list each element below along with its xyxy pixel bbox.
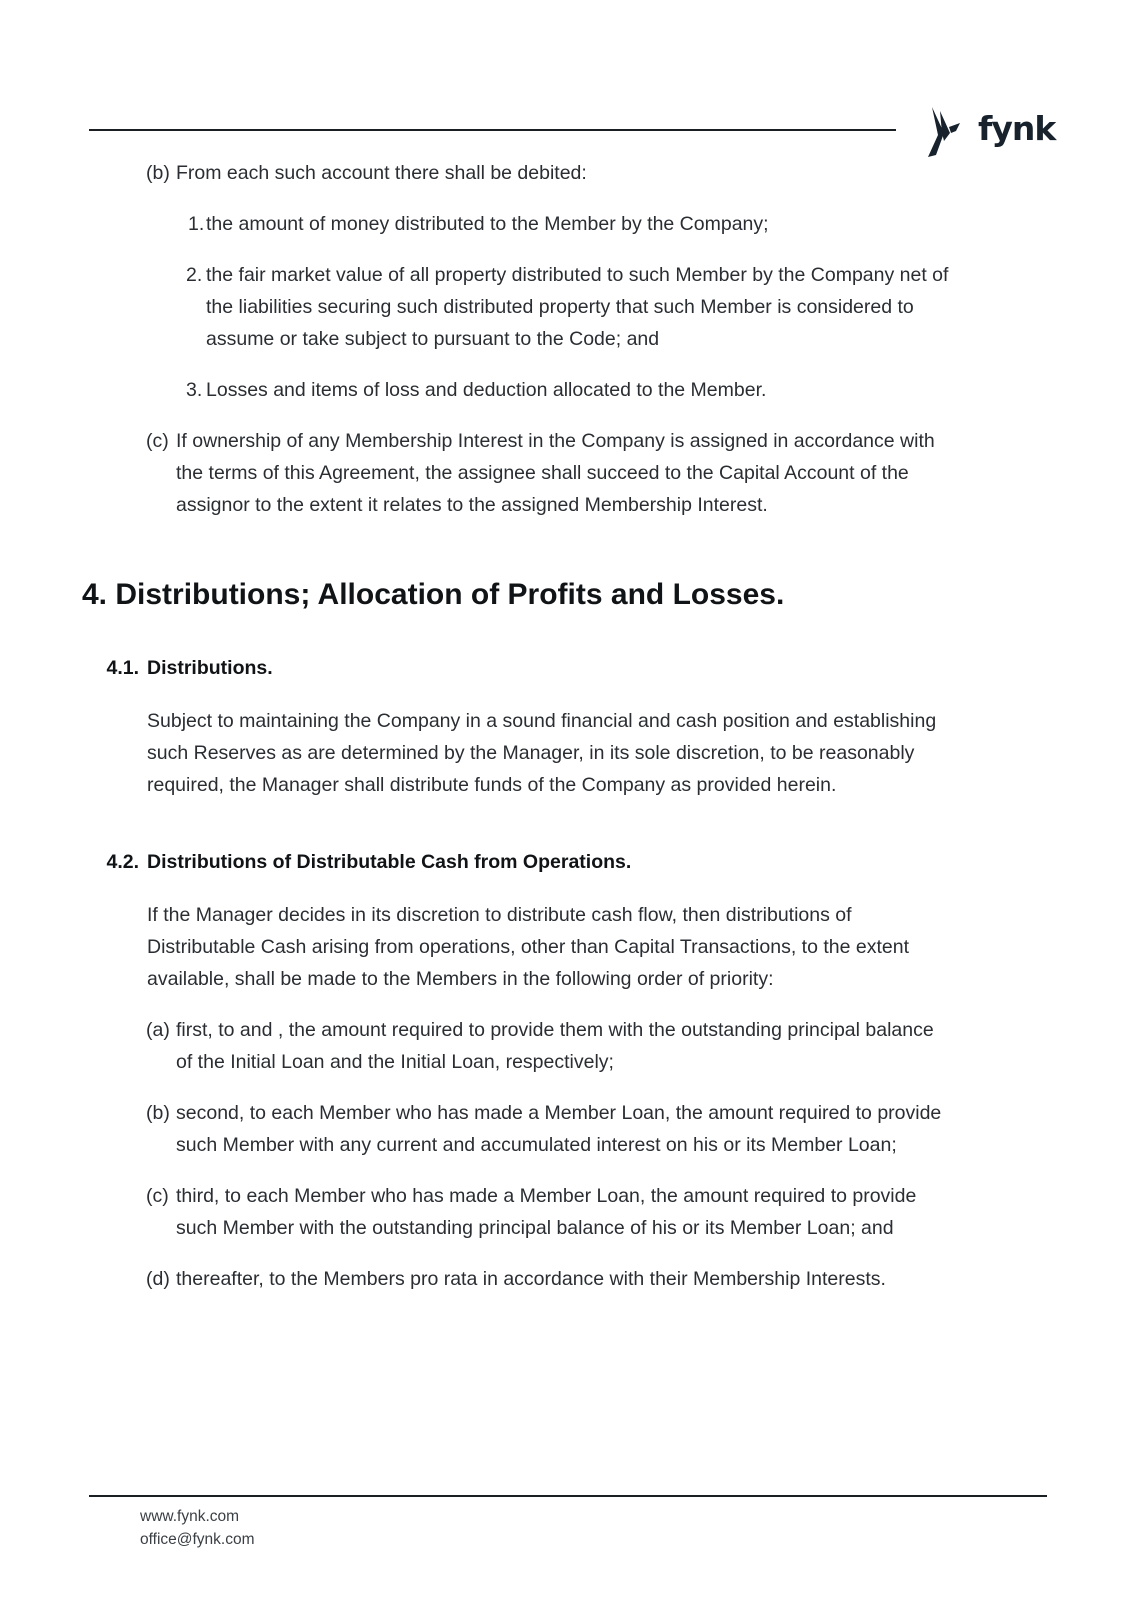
debit-item-3-line-1: Losses and items of loss and deduction allocated to the Member. <box>206 379 767 401</box>
priority-b-line-2: such Member with any current and accumulated interest on his or its Member Loan; <box>176 1134 897 1156</box>
debit-item-2-line-3: assume or take subject to pursuant to the Code; and <box>206 328 660 350</box>
priority-b-line-1: second, to each Member who has made a Member Loan, the amount required to provide <box>176 1102 942 1124</box>
fynk-logo <box>922 105 1056 161</box>
subsection-4-1-heading <box>106 657 273 680</box>
bird-logo-icon <box>922 105 978 161</box>
subsection-4-2-title: Distributions of Distributable Cash from Operations. <box>147 851 632 873</box>
sub1-line-3: required, the Manager shall distribute funds of the Company as provided herein. <box>147 774 837 796</box>
footer-rule <box>89 1495 1047 1497</box>
brand-name: fynk <box>978 109 1056 148</box>
footer-email-link[interactable]: office@fynk.com <box>140 1531 255 1548</box>
priority-marker-d: (d) <box>146 1268 170 1290</box>
list-b-text: From each such account there shall be debited: <box>176 162 587 184</box>
debit-item-1-line-1: the amount of money distributed to the Member by the Company; <box>206 213 769 235</box>
priority-a-line-1: first, to and , the amount required to provide them with the outstanding principal balance <box>176 1019 934 1041</box>
priority-marker-c: (c) <box>146 1185 169 1207</box>
debit-item-marker-2: 2. <box>186 264 203 286</box>
list-marker-c: (c) <box>146 430 169 452</box>
priority-d-line-1: thereafter, to the Members pro rata in accordance with their Membership Interests. <box>176 1268 886 1290</box>
subsection-4-1-number: 4.1. <box>106 657 139 679</box>
list-c-line-2: the terms of this Agreement, the assignee shall succeed to the Capital Account of the <box>176 462 909 484</box>
debit-item-marker-3: 3. <box>186 379 203 401</box>
priority-c-line-1: third, to each Member who has made a Member Loan, the amount required to provide <box>176 1185 917 1207</box>
sub2-line-1: If the Manager decides in its discretion to distribute cash flow, then distributions of <box>147 904 852 926</box>
sub1-line-2: such Reserves as are determined by the Manager, in its sole discretion, to be reasonably <box>147 742 915 764</box>
footer-website-link[interactable]: www.fynk.com <box>140 1508 240 1525</box>
priority-marker-a: (a) <box>146 1019 170 1041</box>
list-c-line-1: If ownership of any Membership Interest in the Company is assigned in accordance with <box>176 430 935 452</box>
debit-item-marker-1: 1. <box>188 213 205 235</box>
sub2-line-3: available, shall be made to the Members in the following order of priority: <box>147 968 774 990</box>
priority-c-line-2: such Member with the outstanding principal balance of his or its Member Loan; and <box>176 1217 894 1239</box>
list-c-line-3: assignor to the extent it relates to the assigned Membership Interest. <box>176 494 768 516</box>
priority-a-line-2: of the Initial Loan and the Initial Loan, respectively; <box>176 1051 614 1073</box>
list-marker-b: (b) <box>146 162 170 184</box>
subsection-4-2-number: 4.2. <box>106 851 139 873</box>
debit-item-2-line-1: the fair market value of all property distributed to such Member by the Company net of <box>206 264 949 286</box>
subsection-4-1-title: Distributions. <box>147 657 273 679</box>
section-title: 4. Distributions; Allocation of Profits and Losses. <box>82 578 785 611</box>
priority-marker-b: (b) <box>146 1102 170 1124</box>
header-rule <box>89 129 896 131</box>
sub1-line-1: Subject to maintaining the Company in a sound financial and cash position and establishing <box>147 710 937 732</box>
sub2-line-2: Distributable Cash arising from operations, other than Capital Transactions, to the extent <box>147 936 909 958</box>
subsection-4-2-heading <box>106 851 632 874</box>
debit-item-2-line-2: the liabilities securing such distributed property that such Member is considered to <box>206 296 914 318</box>
